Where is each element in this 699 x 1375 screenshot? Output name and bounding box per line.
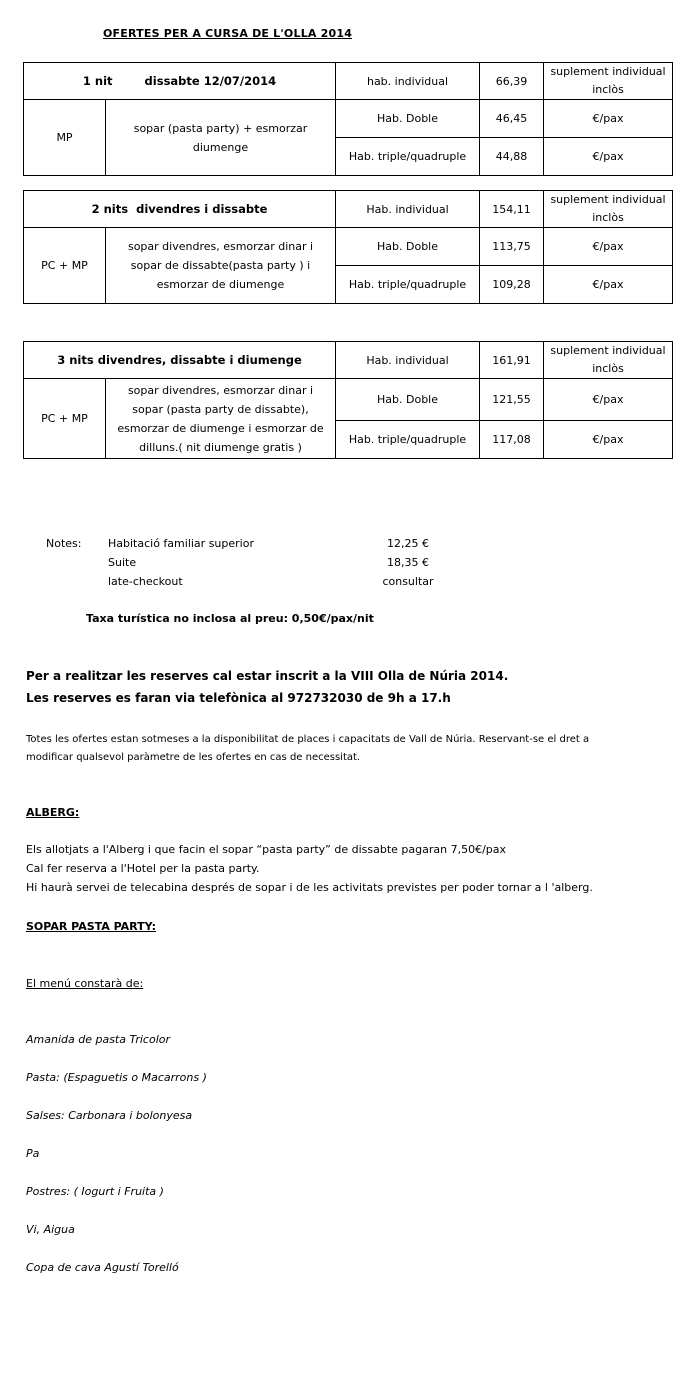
menu-item: Copa de cava Agustí Torelló xyxy=(26,1261,179,1274)
menu-item: Pa xyxy=(26,1147,40,1160)
offer-plan: MP xyxy=(24,100,106,176)
offer-heading: 3 nits divendres, dissabte i diumenge xyxy=(24,342,336,379)
offer-plan: PC + MP xyxy=(24,379,106,459)
note-value: 12,25 € xyxy=(387,537,429,550)
price-unit: suplement individual inclòs xyxy=(544,191,673,228)
room-type: Hab. individual xyxy=(336,342,480,379)
offer-table-2 xyxy=(23,190,673,304)
note-name: Habitació familiar superior xyxy=(108,537,254,550)
offer-heading: 2 nits divendres i dissabte xyxy=(24,191,336,228)
alberg-line-3: Hi haurà servei de telecabina després de sopar i de les activitats previstes per poder tornar a l 'alberg. xyxy=(26,881,593,894)
offer-description: sopar (pasta party) + esmorzar diumenge xyxy=(106,100,336,176)
menu-item: Pasta: (Espaguetis o Macarrons ) xyxy=(26,1071,207,1084)
note-value: consultar xyxy=(382,575,434,588)
room-type: Hab. triple/quadruple xyxy=(336,138,480,176)
price-unit: €/pax xyxy=(544,100,673,138)
price: 109,28 xyxy=(480,266,544,304)
price: 113,75 xyxy=(480,228,544,266)
price-unit: €/pax xyxy=(544,138,673,176)
room-type: Hab. triple/quadruple xyxy=(336,421,480,459)
room-type: Hab. Doble xyxy=(336,379,480,421)
price: 66,39 xyxy=(480,63,544,100)
room-type: hab. individual xyxy=(336,63,480,100)
room-type: Hab. Doble xyxy=(336,228,480,266)
price: 44,88 xyxy=(480,138,544,176)
offer-description: sopar divendres, esmorzar dinar i sopar (pasta party de dissabte), esmorzar de diumenge i esmorzar de dilluns.( nit diumenge gratis ) xyxy=(106,379,336,459)
price-unit: €/pax xyxy=(544,421,673,459)
price: 117,08 xyxy=(480,421,544,459)
price-unit: €/pax xyxy=(544,266,673,304)
disclaimer-line-1: Totes les ofertes estan sotmeses a la disponibilitat de places i capacitats de Vall de Núria. Reservant-se el dret a xyxy=(26,734,590,745)
room-type: Hab. Doble xyxy=(336,100,480,138)
offer-table-1 xyxy=(23,62,673,176)
offer-plan: PC + MP xyxy=(24,228,106,304)
menu-item: Vi, Aigua xyxy=(26,1223,75,1236)
note-value: 18,35 € xyxy=(387,556,429,569)
sopar-heading: SOPAR PASTA PARTY: xyxy=(26,920,157,933)
disclaimer-line-2: modificar qualsevol paràmetre de les ofertes en cas de necessitat. xyxy=(26,752,361,763)
menu-intro: El menú constarà de: xyxy=(26,977,144,990)
notes-label: Notes: xyxy=(46,537,82,550)
price-unit: €/pax xyxy=(544,379,673,421)
reservation-line-2: Les reserves es faran via telefònica al 972732030 de 9h a 17.h xyxy=(26,691,451,705)
price: 161,91 xyxy=(480,342,544,379)
room-type: Hab. triple/quadruple xyxy=(336,266,480,304)
price: 121,55 xyxy=(480,379,544,421)
tourist-tax: Taxa turística no inclosa al preu: 0,50€/pax/nit xyxy=(86,612,374,625)
price-unit: €/pax xyxy=(544,228,673,266)
room-type: Hab. individual xyxy=(336,191,480,228)
menu-item: Salses: Carbonara i bolonyesa xyxy=(26,1109,193,1122)
note-name: late-checkout xyxy=(108,575,183,588)
price: 46,45 xyxy=(480,100,544,138)
note-name: Suite xyxy=(108,556,137,569)
reservation-line-1: Per a realitzar les reserves cal estar inscrit a la VIII Olla de Núria 2014. xyxy=(26,669,509,683)
price-unit: suplement individual inclòs xyxy=(544,342,673,379)
price: 154,11 xyxy=(480,191,544,228)
page-title: OFERTES PER A CURSA DE L'OLLA 2014 xyxy=(103,27,353,40)
alberg-heading: ALBERG: xyxy=(26,806,80,819)
alberg-line-1: Els allotjats a l'Alberg i que facin el sopar “pasta party” de dissabte pagaran 7,50€/pax xyxy=(26,843,507,856)
price-unit: suplement individual inclòs xyxy=(544,63,673,100)
menu-item: Amanida de pasta Tricolor xyxy=(26,1033,171,1046)
alberg-line-2: Cal fer reserva a l'Hotel per la pasta party. xyxy=(26,862,260,875)
offer-description: sopar divendres, esmorzar dinar i sopar de dissabte(pasta party ) i esmorzar de diumenge xyxy=(106,228,336,304)
menu-item: Postres: ( Iogurt i Fruita ) xyxy=(26,1185,164,1198)
offer-table-3 xyxy=(23,341,673,459)
offer-heading: 1 nit dissabte 12/07/2014 xyxy=(24,63,336,100)
